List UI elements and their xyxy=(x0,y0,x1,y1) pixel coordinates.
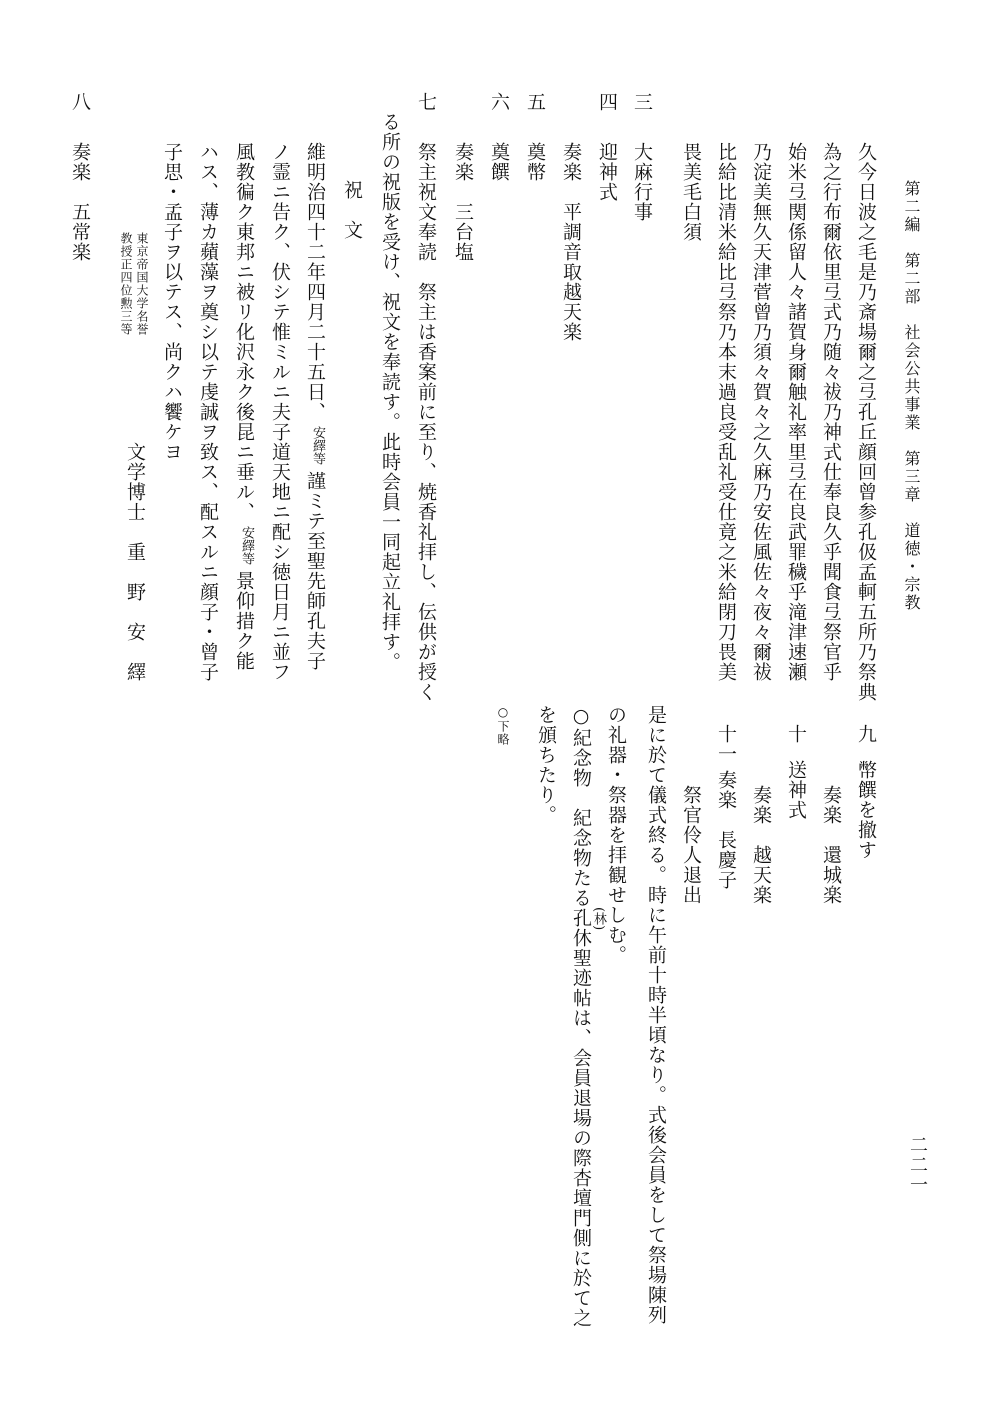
shukubun-line-5: 子思・孟子ヲ以テス、尚クハ饗ケヨ xyxy=(161,142,183,462)
norito-line-1: 久今日波之毛是乃斎場爾之弖孔丘顔回曾参孔伋孟軻五所乃祭典 xyxy=(855,142,877,702)
closing-line-1: 是に於て儀式終る。時に午前十時半頃なり。式後会員をして祭場陳列 xyxy=(645,705,667,1325)
page-number: 二二一 xyxy=(907,1135,928,1195)
item-seven-continuation: る所の祝版を受け、祝文を奉読す。此時会員一同起立礼拝す。 xyxy=(379,112,401,672)
item-five-text: 奠幣 xyxy=(524,142,546,182)
item-seven-text: 祭主祝文奉読 祭主は香案前に至り、焼香礼拝し、伝供が授く xyxy=(415,142,437,702)
item-three-number: 三 xyxy=(631,92,653,112)
closing-line-2 xyxy=(606,705,625,965)
signature-caption-1: 東京帝国大学名誉 xyxy=(135,232,149,336)
item-nine-text: 幣饌を撤す xyxy=(855,760,877,860)
item-six-text: 奠饌 xyxy=(488,142,510,182)
omission-note: ○下略 xyxy=(496,705,510,746)
norito-line-5: 比給比清米給比弖祭乃本末過良受乱礼受仕竟之米給閉刀畏美 xyxy=(715,142,737,682)
item-four-number: 四 xyxy=(596,92,618,112)
norito-line-4: 乃淀美無久天津菅曾乃須々賀々之久麻乃安佐風佐々夜々爾祓 xyxy=(750,142,772,682)
norito-line-3: 始米弖関係留人々諸賀身爾触礼率里弖在良武罪穢乎滝津速瀬 xyxy=(785,142,807,682)
item-ten-music: 奏楽 越天楽 xyxy=(750,785,772,905)
item-ten-number: 十 xyxy=(785,724,807,744)
item-five-number: 五 xyxy=(524,92,546,112)
shukubun-line-3-text: 風教徧ク東邦ニ被リ化沢永ク後昆ニ垂ル、 xyxy=(233,142,255,522)
signature-caption-2: 教授正四位勲三等 xyxy=(119,232,133,336)
item-ten-text: 送神式 xyxy=(785,760,807,820)
shukubun-line-3 xyxy=(234,142,253,671)
norito-line-6: 畏美毛白須 xyxy=(680,142,702,242)
shukubun-line-4: ハス、薄カ蘋藻ヲ奠シ以テ虔誠ヲ致ス、配スルニ顔子・曾子 xyxy=(197,142,219,682)
item-eleven-text: 奏楽 長慶子 xyxy=(715,770,737,890)
item-six-music: 奏楽 三台塩 xyxy=(452,142,474,262)
item-three-text: 大麻行事 xyxy=(631,142,653,222)
item-eleven-number: 十一 xyxy=(715,724,737,764)
shukubun-line-1-rest: 謹ミテ至聖先師孔夫子 xyxy=(304,471,326,671)
item-four-music: 奏楽 平調音取越天楽 xyxy=(560,142,582,342)
item-nine-music: 奏楽 還城楽 xyxy=(820,785,842,905)
shukubun-line-3-author: 安繹等 xyxy=(239,526,254,565)
shukubun-line-2: ノ霊ニ告ク、伏シテ惟ミルニ夫子道天地ニ配シ徳日月ニ並フ xyxy=(269,142,291,682)
item-four-text: 迎神式 xyxy=(596,142,618,202)
item-nine-number: 九 xyxy=(855,724,877,744)
norito-line-2: 為之行布爾依里弖式乃随々祓乃神式仕奉良久乎聞食弖祭官乎 xyxy=(820,142,842,682)
closing-line-2-text: の礼器・祭器を拝観せしむ。 xyxy=(605,705,627,965)
signature-name: 重 野 安 繹 xyxy=(124,542,146,682)
item-seven-number: 七 xyxy=(415,92,437,112)
running-head: 第二編 第二部 社会公共事業 第三章 道徳・宗教 xyxy=(902,180,921,612)
shukubun-line-1-author: 安繹等 xyxy=(310,426,325,465)
shukubun-heading: 祝 文 xyxy=(341,180,363,240)
item-eight-number: 八 xyxy=(69,92,91,112)
item-six-number: 六 xyxy=(488,92,510,112)
memorial-line-1: ○紀念物 紀念物たる孔休聖迹帖は、会員退場の際杏壇門側に於て之 xyxy=(570,705,592,1328)
item-eleven-exit: 祭官伶人退出 xyxy=(680,785,702,905)
closing-note: (林) xyxy=(591,907,606,931)
signature-title: 文学博士 xyxy=(124,442,146,522)
shukubun-line-1-date: 維明治四十二年四月二十五日、 xyxy=(304,142,326,422)
memorial-line-2: を頒ちたり。 xyxy=(535,705,557,825)
shukubun-line-1 xyxy=(305,142,324,671)
shukubun-line-3-rest: 景仰措ク能 xyxy=(233,571,255,671)
item-eight-text: 奏楽 五常楽 xyxy=(69,142,91,262)
